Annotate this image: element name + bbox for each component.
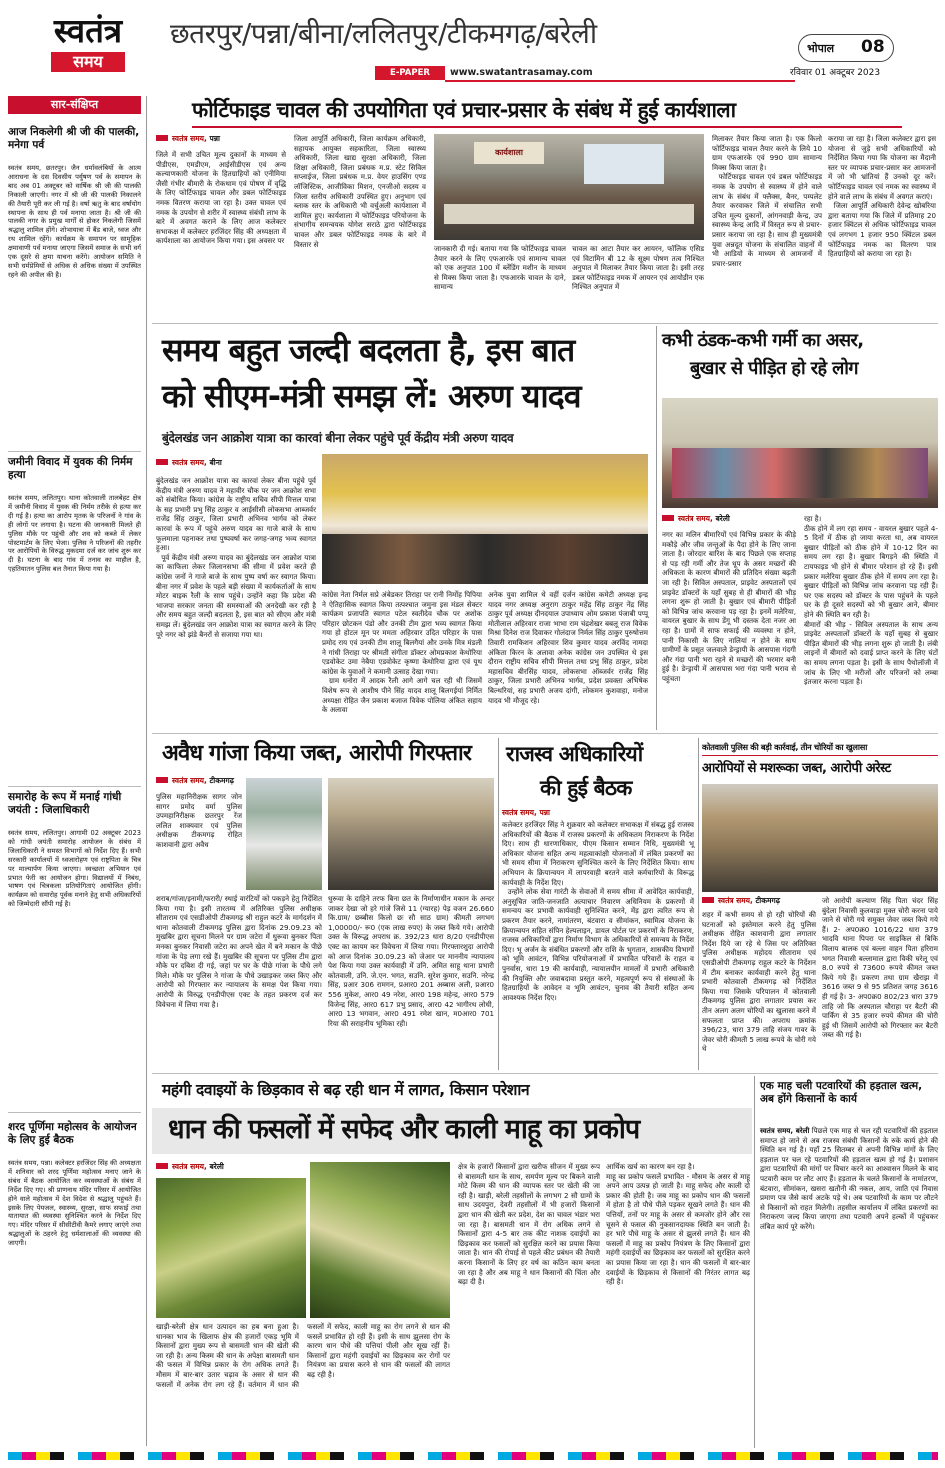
divider — [8, 451, 141, 452]
column-text: जिले में सभी उचित मूल्य दुकानों के माध्यम से पीडीएस, एमडीएम, आईसीडीएस एवं अन्य कल्याणकारी योजना के हितग्राहियों को एनीमिया जैसी गंभीर बीमारी के रोकथाम एवं पोषण में वृद्धि के लिए फोर्टिफाइड चावल और डबल फोर्टिफाइड नमक वितरण कराया जा रहा है। उक्त चावल एवं नमक के उपयोग से शरीर में स्वास्थ्य संबंधी लाभ के बारे में अवगत कराने के लिए आज कलेक्टर सभाकक्ष में कलेक्टर हरजिंदर सिंह की अध्यक्षता में कार्यशाला का आयोजन किया गया। इस अवसर पर — [156, 150, 289, 246]
headline: धान की फसलों में सफेद और काली माहू का प्रकोप — [168, 1114, 640, 1145]
photo-patients — [672, 448, 928, 498]
headline: फोर्टिफाइड चावल की उपयोगिता एवं प्रचार-प्रसार के संबंध में हुई कार्यशाला — [192, 98, 736, 122]
subheadline: बुंदेलखंड जन आक्रोश यात्रा का कारवां बीना लेकर पहुंचे पूर्व केंद्रीय मंत्री अरुण यादव — [162, 431, 514, 445]
column-text: शहर में कभी समय से हो रही चोरियों की घटनाओं को इस्तेमाल करने हेतु पुलिस अधीक्षक रोहित काशवानी द्वारा लगातार निर्देश दिये जा रहे थे जिस पर अतिरिक्त पुलिस अधीक्षक महोदय सीताराम एवं एसडीओपी टीकमगढ़ राहुल कटरे के निर्देशन में टीम बनाकर कार्यवाही करने हेतु थाना प्रभारी कोतवाली टीकमगढ़ को निर्देशित किया गया जिसके परिपालन में कोतवाली टीकमगढ़ पुलिस द्वारा लगातार प्रयास कर तीन अलग अलग चोरियों का खुलासा करने में सफलता प्राप्त की। अपराध क्रमांक 396/23, धारा 379 ताहि संजय गावर के जेवर चोरी कीमती 5 लाख रूपये के चोरी गये थे — [702, 910, 819, 1054]
photo-crowd — [322, 534, 648, 584]
sidebar-title: सार-संक्षिप्त — [8, 96, 141, 114]
hospital-photo[interactable] — [662, 398, 938, 508]
byline-brand: स्वतंत्र समय, — [172, 458, 207, 467]
column-separator — [498, 738, 499, 1070]
headline: अवैध गांजा किया जब्त, आरोपी गिरफ्तार — [162, 741, 472, 766]
sidebar — [8, 96, 144, 1446]
byline-bar-icon — [702, 897, 714, 903]
photo-screen — [584, 144, 664, 184]
article-fortified-rice — [152, 92, 938, 322]
headline-underline — [192, 126, 902, 128]
byline — [156, 458, 316, 470]
divider — [8, 1112, 141, 1113]
arrest-photo[interactable] — [702, 784, 938, 892]
banner-headline: महंगी दवाइयों के छिड़काव से बढ़ रही धान में लागत, किसान परेशान — [162, 1081, 530, 1099]
article-arun-yadav — [152, 326, 652, 730]
column-text: मिलाकर तैयार किया जाता है। एक किलो फोर्टिफाइड चावल तैयार करने के लिये 10 ग्राम एफआरके एवं 990 ग्राम सामान्य मिक्स किया जाता है। फोर्टिफाइड चावल एवं डबल फोर्टिफाइड नमक के उपयोग से स्वास्थ्य में होने वाले लाभ के संबंध में फ्लैक्स, बैनर, पम्पलेट तैयार करवाकर जिले में संचालित सभी उचित मूल्य दुकानों, आंगनवाड़ी केन्द्र, उप स्वास्थ्य केन्द्र आदि में विस्तृत रूप से प्रचार-प्रसार कराया जा रहा है। साथ ही मुख्यमंत्री युवा अन्नदूत योजना के संचालित वाहनों में भी आडियो के माध्यम से आमजनों में प्रचार-प्रसार — [712, 134, 822, 268]
logo-bottom: समय — [51, 52, 125, 72]
byline-place: टीकमगढ़ — [209, 776, 234, 785]
byline — [662, 514, 802, 526]
byline-place: टीकमगढ़ — [755, 896, 780, 905]
sidebar-item — [8, 791, 144, 1126]
column-text: क्षेत्र के हजारों किसानों द्वारा खरीफ सीजन में मुख्य रूप से बासमती धान के साथ, समर्पण मूल्य पर बिकने वाली मोटे किस्म की धान की व्यापक स्तर पर खेती की जा रही है। खाड़ी, बरेली तहसीलों के लगभग 2 सौ ग्रामों के साथ उदयपुरा, देवरी तहसीलों में भी हजारों किसानों द्वारा धान की खेती कर प्रदेश, देश का चावल भंडार भरा जा रहा है। बासमती धान में रोग अधिक लगने से किसानों द्वारा 4-5 बार तक कीट नाशक दवाईयों का छिड़काव कर फसलों को सुरक्षित करने का प्रयास किया जाता है। धान की रोपाई से पहले कीट प्रबंधन की तैयारी करना किसानों के लिए हर वर्ष का कठिन काम बनता जा रहा है और अब माहू ने धान किसानों की चिंता और बढ़ा दी है। — [458, 1162, 603, 1287]
kicker: कोतवाली पुलिस की बड़ी कार्रवाई, तीन चोरियों का खुलासा — [702, 742, 868, 752]
edition-box — [798, 34, 894, 62]
paddy-photo[interactable] — [156, 1178, 306, 1318]
column-text: जिला आपूर्ति अधिकारी, जिला कार्यक्रम अधिकारी, सहायक आयुक्त सहकारिता, जिला स्वास्थ्य अधिकारी, जिला खाद्य सुरक्षा अधिकारी, जिला शिक्षा अधिकारी, जिला प्रबंधक म.प्र. स्टेट सिविल सप्लाईज, जिला प्रबंधक म.प्र. वेयर हाउसिंग एण्ड लॉजिस्टिक, आजीविका मिशन, एनजीओ सदस्य व जिला स्तरीय अधिकारी उपस्थित हुए। अनुभाग एवं ब्लाक स्तर के अधिकारी भी वर्चुअली कार्यशाला में शामिल हुए। कार्यशाला में फोर्टिफाइड परियोजना के संभागीय समन्वयक योगेश सराठे द्वारा फोर्टिफाइड चावल और डबल फोर्टिफाइड नमक के बारे में विस्तार से — [294, 134, 429, 249]
column-text: जो आरोपी कल्याण सिंह पिता चंदर सिंह बुंदेला निवासी कुलवाड़ा मुक्त चोरी करना पाये जाने से चोरी गये समुक्त जेवर जब्त किये गये हैं। 2- अप0क्र0 1016/22 धारा 379 भादवि थाना पिपरा पर साइकिल से बिकि विलाय बालक एवं बल्ला वाहन पिता हरिराम भगत निवासी बल्लामाल द्वारा विकी घरेलू एवं 8.0 रुपये से 73600 रूपये कीमत जब्त किये गये हैं। प्रकरण तथा ग्राम खैराझ में 3616 जब्त 9 से 95 प्रतिशत जगह 3616 ही गई है। 3- अप0क्र0 802/23 धारा 379 ताहि जो कि अस्पताल चौराहा पर बैटरी की पार्किंग से 35 हजार रुपये कीमत की चोरी हुई थी जिसमें आरोपी को गिरफ्तार कर बैटरी जब्त की गई है। — [822, 896, 941, 1040]
logo[interactable] — [20, 12, 156, 82]
photo-banner: कार्यशाला — [474, 142, 544, 164]
byline-place: बरेली — [795, 1126, 810, 1135]
issue-date: रविवार 01 अक्टूबर 2023 — [790, 68, 881, 78]
byline-place: बीना — [209, 458, 222, 467]
byline-brand: स्वतंत्र समय, — [172, 134, 207, 143]
column-text: रहा है। ठीक होने में लग रहा समय - वायरल बुखार पहले 4-5 दिनों में ठीक हो जाया करता था, अब वायरल बुखार पीड़ितों को ठीक होने में 10-12 दिन का समय लग रहा है। बुखार बिगड़ने की स्थिति में टायफाइड भी होने से बीमार परेशान हो रहे हैं। इसी प्रकार मलेरिया बुखार ठीक होने में समय लग रहा है। बुखार पीड़ितों को विभिन्न जांच करवाना पड़ रही हैं। घर एक सदस्य को डॉक्टर के पास पहुंचने के पहले घर के ही दूसरे सदस्यों को भी बुखार आने, बीमार होने की स्थिति बन रही है। बीमारों की भीड़ - सिविल अस्पताल के साथ अन्य प्राइवेट अस्पतालों डॉक्टरों के यहाँ सुबह से बुखार पीड़ित बीमारों की भीड़ लगना शुरू हो जाती है। लंबी लाइनों में बीमारों को दवाई प्राप्त करने के लिए घंटों का समय लगना पड़ता है। इसी के साथ पैथोलॉजी में जांच के लिए भी मरीजों और परिजनों को लम्बा इंतजार करना पड़ता है। — [804, 514, 938, 687]
sidebar-item — [8, 1121, 144, 1446]
byline-place: पन्ना — [209, 134, 220, 143]
byline-bar-icon — [662, 515, 674, 521]
sidebar-item-headline: शरद पूर्णिमा महोत्सव के आयोजन के लिए हुई बैठक — [8, 1121, 137, 1146]
byline — [760, 1126, 809, 1135]
divider — [8, 786, 141, 787]
column-text: आर्थिक खर्च का कारण बन रहा है। माहू का प्रकोप फसलें प्रभावित - मौसम के असर से माहू अपने आप उत्पन्न हो जाती है। माहू सफेद और काली दो प्रकार की होती है। जब माहू का प्रकोप धान की फसलों में होता है तो पौधे पीले पड़कर सूखने लगते हैं। धान की पत्तियों, तनों पर माहू के असर से कमजोर होने और रस चूसने से फसल की नुकसानदायक स्थिति बन जाती है। हर भारे पौधे माहू के असर से झुलसे लगते हैं। धान की फसलों में माहू का प्रकोप नियंत्रण के लिए किसानों द्वारा महंगी दवाईयों का छिड़काव कर फसलों को सुरक्षित करने का प्रयास किया जा रहा है। धान की फसलों में बार-बार दवाईयों के छिड़काव से किसानों की निरंतर लागत बढ़ रही है। — [606, 1162, 750, 1287]
article-theft-arrest — [700, 738, 940, 1070]
sidebar-item — [8, 456, 144, 801]
byline — [502, 808, 696, 820]
byline — [702, 896, 816, 908]
article-fever — [660, 326, 940, 730]
byline-bar-icon — [156, 459, 168, 465]
seizure-photo[interactable] — [246, 778, 322, 890]
column-text — [760, 1126, 941, 1446]
byline-bar-icon — [156, 1163, 168, 1169]
column-separator — [698, 738, 699, 1070]
column-text: बुंदेलखंड जन आक्रोश यात्रा का कारवां लेकर बीना पहुंचे पूर्व केंद्रीय मंत्री अरुण यादव ने महावीर चौक पर जन आक्रोश सभा को संबोधित किया। कांग्रेस के राष्ट्रीय सचिव सीपी मित्तल यात्रा के सह प्रभारी प्रभु सिंह ठाकुर व आईसीसी लोकसभा आब्जर्वर राजेंद्र सिंह ठाकुर, जिला प्रभारी अभिनव भार्गव को लेकर कारवां के रूप में पहुंचे अरुण यादव का गाजे बाजे के साथ फूलमाला पहनाकर तथा पुष्पवर्षा कर जगह-जगह भव्य स्वागत हुआ। पूर्व केंद्रीय मंत्री अरुण यादव का बुंदेलखंड जन आक्रोश यात्रा का काफिला लेकर जिलानसभा की सीमा में प्रवेश करते ही कांग्रेस जनों ने गाजे बाजे के साथ पुष्प वर्षा कर स्वागत किया। बीना नगर में प्रवेश के पहले बड़ी संख्या में कार्यकर्ताओं के साथ मोटर बाइक रैली के साथ पहुंचे। उन्होंने कहा कि प्रदेश की भाजपा सरकार जनता की समस्याओं की अनदेखी कर रही है और समय बहुत जल्दी बदलता है, इस बात को सीएम और मंत्री समझ लें। बुंदेलखंड जन आक्रोश यात्रा का स्वागत करने के लिए पूरे नगर को झंडे बैनरों से सजाया गया था। — [156, 476, 317, 639]
headline-line-1: समय बहुत जल्दी बदलता है, इस बात — [162, 331, 575, 369]
article-body: पिछले एक माह से चल रही पटवारियों की हड़ताल समाप्त हो जाने से अब राजस्व संबंधी किसानों के रुके कार्य होने की स्थिति बन गई है। यहाँ 25 सितम्बर से अपनी विभिन्न मांगों के लिए हड़ताल पर चल रहे पटवारियों की हड़ताल खत्म हो गई है। प्रशासन द्वारा पटवारियों की मांगों पर विचार करने का आश्वासन मिलने के बाद पटवारी काम पर लौट आए हैं। हड़ताल के चलते किसानों के नामांतरण, बंटवारा, सीमांकन, खसरा खतौनी की नकल, आय, जाति एवं निवास प्रमाण पत्र जैसे कार्य अटके पड़े थे। अब पटवारियों के काम पर लौटने से किसानों को राहत मिलेगी। तहसील कार्यालय में लंबित प्रकरणों का निराकरण जल्द किया जाएगा तथा पटवारी अपने हल्कों में पहुंचकर लंबित कार्य पूरे करेंगे। — [760, 1126, 941, 1231]
workshop-photo[interactable] — [434, 134, 704, 240]
column-text: कांग्रेस नेता निर्मल सप्रे अंबेडकर तिराहा पर रानी निर्मोह पिपिया ने ऐतिहासिक स्वागत किया तत्पश्चात जमुना इस मंडल सेक्टर कार्यक्रम प्रजापति स्वागत पटेल स्वतीदेव चौक पर अशोक परिहार छोटकन पंडो और उनकी टीम द्वारा भव्य स्वागत किया गया हो होटल मून पर ममता अहिरवार उदित परिहार के पास प्रमोद राय एवं उनकी टीम शालू बिलगैयां और उनके मित्र मंडली ने गांधी तिराहा पर श्रीमती संगीता डॉक्टर ओमप्रकाश केथोरिया एडवोकेट उमा नेबैया एडवोकेट कृष्णा केथोरिया द्वारा एवं यूथ कांग्रेस के युवाओं ने कमानी उत्साह देखा गया। ग्राम धनोरा में आदक रैली आगे आगे चल रही थी जिसमें विशेष रूप से आशीष पीने सिंह यादव शालू बिलगईयां निर्मित अध्यक्षा रोहित जैन प्रकाश बजाज विवेक पोलिया अंकित सहाय के अलावा — [322, 590, 482, 715]
headline-panel — [152, 1108, 752, 1154]
column-text: चावल का आटा तैयार कर आयरन, फॉलिक एसिड एवं विटामिन बी 12 के सूक्ष्म पोषण तत्व निश्चित अनुपात में मिलाकर तैयार किया जाता है। इसी तरह डबल फोर्टिफाइड नमक में आयरन एवं आयोडीन एक निश्चित अनुपात में — [572, 244, 707, 292]
masthead-underline — [445, 80, 795, 82]
column-text: नगर का मलिन बीमारियों एवं विभिन्न प्रकार के कीड़े मकौड़े और जीव जन्तुओं के पैदा होने के लिए जाना जाता है। जोरदार बारिश के बाद पिछले एक सप्ताह से पड़ रही गर्मी और तेज धूप के असर मच्छरों की अधिकता के कारण बीमारों की प्रतिदिन संख्या बढ़ती जा रही है। सिविल अस्पताल, प्राइवेट अस्पतालों एवं प्राइवेट डॉक्टरों के यहाँ सुबह से ही बीमारों की भीड़ लगना शुरू हो जाती है। बुखार एवं बीमारी पीड़ितों को विभिन्न जांच करवाना पड़ रहा है। इनमें मलेरिया, वायरल बुखार के साथ डेंगू भी दस्तक देता नजर आ रहा है। ग्रामों में साफ सफाई की व्यवस्था न होने, पानी निकासी के लिए नालियां न होने के साथ ग्रामीणों के प्रसूत जलवाले डेन्ड्रायी के आसपास गंदगी और गंदा पानी भरा रहने से मच्छरों की भरमार बनी हुई है। डेन्ड्रायी में आसपास भरा गंदा पानी भराव से पहुंचता — [662, 530, 799, 683]
column-text: जानकारी दी गई। बताया गया कि फोर्टिफाइड चावल तैयार करने के लिए एफआरके एवं सामान्य चावल को एक अनुपात 100 में ब्लेंडिंग मशीन के माध्यम से मिक्स किया जाता है। एफआरके चावल के दाने, सामान्य — [434, 244, 569, 292]
byline-brand: स्वतंत्र समय, — [172, 1162, 207, 1171]
byline — [156, 1162, 306, 1174]
sidebar-item-body: स्वतंत्र समय, ललितपुर। आगामी 02 अक्टूबर 2023 को गांधी जयंती समारोह आयोजन के संबंध में जिलाधिकारी ने समस्त विभागों को निर्देश दिए हैं। सभी सरकारी कार्यालयों में ध्वजारोहण एवं राष्ट्रपिता के चित्र पर माल्यार्पण किया जाएगा। स्वच्छता अभियान एवं प्रभात फेरी का आयोजन होगा। विद्यालयों में निबंध, भाषण एवं चित्रकला प्रतियोगिताएं आयोजित होंगी। कार्यक्रम को समारोह पूर्वक मनाने हेतु सभी अधिकारियों को जिम्मेदारी सौंपी गई है। — [8, 829, 144, 909]
site-url[interactable]: www.swatantrasamay.com — [450, 67, 593, 78]
headline-line-2: की हुई बैठक — [540, 776, 632, 800]
masthead-cities: छतरपुर/पन्ना/बीना/ललितपुर/टीकमगढ़/बरेली — [170, 17, 597, 50]
headline: एक माह चली पटवारियों की हड़ताल खत्म, अब होंगे किसानों के कार्य — [760, 1080, 923, 1105]
headline: आरोपियों से मशरूका जब्त, आरोपी अरेस्ट — [702, 761, 891, 776]
byline-brand: स्वतंत्र समय, — [678, 514, 713, 523]
photo-table — [444, 204, 694, 224]
divider — [152, 733, 938, 734]
headline-line-1: कभी ठंडक-कभी गर्मी का असर, — [662, 330, 864, 351]
rally-photo[interactable] — [322, 454, 648, 584]
kicker-underline — [702, 755, 938, 756]
byline-place: पन्ना — [539, 808, 550, 817]
byline-brand: स्वतंत्र समय, — [172, 776, 207, 785]
column-text: पुलिस महानिरीक्षक सागर जोन सागर प्रमोद वर्मा पुलिस उपमहानिरीक्षक छतरपुर रेंज ललित शाक्यवार एवं पुलिस अधीक्षक टीकमगढ़ रोहित काशवानी द्वारा अवैध — [156, 792, 245, 849]
column-text: धुरूवा के दाहिने तरफ बिना छत के निर्माणाधीन मकान के अन्दर जाकर देखा जो हरे गांजे जिसे 11 (ग्यारह) पेड़ वजन 26.660 कि.ग्राम/ छब्बीस किलो छः सौ साठ ग्राम) कीमती लगभग 1,00000/- रू0 (एक लाख रुपए) के जब्त किये गये। आरोपी उक्त के विरूद्ध अपराध क्र. 392/23 धारा 8/20 एनडीपीएस एक्ट का कायम कर विवेचना में लिया गया। गिरफ्तारशुदा आरोपी को आज दिनांक 30.09.23 को जेआर पर माननीय न्यायालय पेश किया गया उक्त कार्यवाही में उनि. अमित साहू थाना प्रभारी कोतवाली, उनि. जे.एन. भगत, सउनि. सुरेश कुमार, सउनि. नरेन्द्र सिंह, प्रआर 306 रामगन, प्रआर0 201 अब्बास अली, प्रआर0 556 मुकेश, आर0 49 नरेश, आर0 198 महेन्द्र, आर0 579 विजेन्द्र सिंह, आर0 617 प्रभु प्रसाद, आर0 42 भागीरथ लोधी, आर0 13 भगवान, आर0 491 रमेश खान, म0आर0 701 रिया की सराहनीय भूमिका रही। — [328, 894, 497, 1028]
sidebar-item-body: स्वतंत्र समय, ललितपुर। थाना कोतवाली तालबेहट क्षेत्र में जमीनी विवाद में युवक की निर्मम तरीके से हत्या कर दी गई है। हत्या का आरोप मृतक के परिजनों ने गांव के ही लोगों पर लगाया है। घटना की जानकारी मिलते ही पुलिस मौके पर पहुंची और शव को कब्जे में लेकर पोस्टमार्टम के लिए भेजा। पुलिस ने परिजनों की तहरीर पर आरोपियों के विरुद्ध मुकदमा दर्ज कर जांच शुरू कर दी है। घटना के बाद गांव में तनाव का माहौल है, एहतियातन पुलिस बल तैनात किया गया है। — [8, 494, 144, 574]
sidebar-item-body: स्वतंत्र समय, छतरपुर। जैन धर्मावलंबियों के आत्म आराधना के दस दिवसीय पर्युषण पर्व के समापन के बाद अब 01 अक्टूबर को वार्षिक श्री जी की पालकी निकाली जाएगी। नगर में श्री जी की पालकी निकालने की तैयारी पूरी कर ली गई है। वर्षा ऋतु के बाद वर्षायोग स्थापना के साथ ही पर्व मनाया जाता है। श्री जी की पालकी नगर के प्रमुख मार्गों से होकर निकलेगी जिसमें श्रद्धालु शामिल होंगे। शोभायात्रा में बैंड बाजे, ध्वज और रथ शामिल रहेंगे। कार्यक्रम के समापन पर सामूहिक क्षमावाणी पर्व मनाया जाएगा जिसमें समाज के सभी वर्ग एक दूसरे से क्षमा याचना करेंगे। आयोजन समिति ने सभी धर्मप्रेमियों से अधिक से अधिक संख्या में उपस्थित रहने की अपील की है। — [8, 164, 144, 279]
epaper-badge[interactable]: E-PAPER — [375, 66, 445, 80]
article-patwari-strike — [758, 1076, 940, 1448]
column-text: अनेक युवा शामिल थे वहीं दर्जन कांग्रेस कमेटी अध्यक्ष इन्द्र यादव नगर अध्यक्ष अनुराग ठाकुर महेंद्र सिंह ठाकुर नेंद्र सिंह ठाकुर पूर्व अध्यक्ष दीनदयाल उपाध्याय ओम प्रकाश पंजाबी पप्पू मोतीलाल अहिरवार राजा भाभा राम चंद्रशेखर बबलू राज विवेक मिश्रा दिनेश राज दिवाकर गोलंदाज निर्मल सिंह ठाकुर पुरुषोत्तम तिवारी रामकिशन अहिरवार शिव कुमार यादव अरविंद नामदा अंकिता किरन के अलावा अनेक कांग्रेस जन उपस्थित थे इस दौरान राष्ट्रीय सचिव सीपी मित्तल तथा प्रभु सिंह ठाकुर, प्रदेश महासचिव बीरसिंह यादव, लोकसभा ऑब्जर्वर राजेंद्र सिंह ठाकुर, जिला प्रभारी अभिनव भार्गव, प्रदेश प्रवक्ता अभिषेक बिल्थरियां, सह प्रभारी अजय दांगी, लोकमन कुशवाहा, मनोज यादव भी मौजूद रहे। — [488, 590, 651, 705]
column-text: खाड़ी-बरेली क्षेत्र धान उत्पादन का हब बना हुआ है। धानका भाव के खिलाफ क्षेत्र की हजारों एकड़ भूमि में किसानों द्वारा मुख्य रूप से बासमती धान की खेती की जा रही है। अन्य किस्म की धान के अपेक्षा बासमती धान की फसल में विभिन्न प्रकार के रोग अधिक लगते हैं। मौसम में बार-बार उतार चढ़ाव के असर से धान की फसलों में अनेक रोग लग रहे हैं। वर्तमान में धान की फसलों में सफेद, काली माहू का रोग लगने से धान की फसलें प्रभावित हो रही हैं। इसी के साथ झुलसा रोग के कारण धान पौधे की पत्तियां पीली और सूख रहीं हैं। किसानों द्वारा महंगी दवाईयों का छिड़काव कर रोगों पर नियंत्रण का प्रयास करने से धान की फसलों की लागत बढ़ रही है। — [156, 1322, 453, 1389]
masthead — [0, 0, 945, 86]
article-ganja — [152, 738, 496, 1070]
page-number: 08 — [861, 37, 885, 57]
headline-line-1: राजस्व अधिकारियों — [506, 742, 643, 766]
police-photo[interactable] — [328, 778, 494, 890]
byline-brand: स्वतंत्र समय, — [502, 808, 537, 817]
sidebar-separator — [146, 96, 147, 1446]
byline-brand: स्वतंत्र समय, — [760, 1126, 794, 1135]
divider — [152, 1073, 938, 1074]
divider — [152, 323, 938, 324]
headline-line-2: बुखार से पीड़ित हो रहे लोग — [690, 358, 858, 379]
sidebar-item-body: स्वतंत्र समय, पन्ना। कलेक्टर हरजिंदर सिंह की अध्यक्षता में शनिवार को शरद पूर्णिमा महोत्सव मनाए जाने के संबंध में बैठक आयोजित कर व्यवस्थाओं के संबंध में निर्देश दिए गए। श्री प्राणनाथ मंदिर परिसर में आयोजित होने वाले महोत्सव में देश विदेश से श्रद्धालु पहुंचते हैं। इसके लिए पेयजल, स्वास्थ्य, सुरक्षा, साफ सफाई तथा यातायात की व्यवस्था सुनिश्चित करने के निर्देश दिए गए। मंदिर परिसर में सीसीटीवी कैमरे लगाए जाएंगे तथा श्रद्धालुओं के ठहरने हेतु धर्मशालाओं की व्यवस्था की जाएगी। — [8, 1159, 144, 1248]
column-separator — [656, 326, 657, 730]
logo-top: स्वतंत्र — [53, 11, 123, 50]
paddy-closeup-photo[interactable] — [310, 1162, 450, 1318]
headline-line-2: को सीएम-मंत्री समझ लें: अरुण यादव — [162, 377, 581, 415]
byline-bar-icon — [156, 135, 168, 141]
sidebar-item — [8, 126, 144, 466]
column-text: कराया जा रहा है। जिला कलेक्टर द्वारा इस योजना से जुड़े सभी अधिकारियों को निर्देशित किया गया कि योजना का मैदानी स्तर पर व्यापक प्रचार-प्रसार कर आमजनों में जो भी भ्रांतियां हैं उनको दूर करें। फोर्टिफाइड चावल एवं नमक का स्वास्थ्य में होने वाले लाभ के संबंध में अवगत कराएं। जिला आपूर्ति अधिकारी देवेन्द्र खोबरिया द्वारा बताया गया कि जिले में प्रतिमाह 20 हजार क्विंटल से अधिक फोर्टिफाइड चावल एवं लगभग 1 हजार 950 क्विंटल डबल फोर्टिफाइड नमक का वितरण पात्र हितग्राहियों को कराया जा रहा है। — [828, 134, 936, 259]
article-paddy-aphid — [152, 1076, 752, 1448]
byline — [156, 134, 286, 146]
color-registration-bar — [8, 1452, 938, 1460]
byline-place: बरेली — [715, 514, 730, 523]
sidebar-item-headline: समारोह के रूप में मनाई गांधी जयंती : जिलाधिकारी — [8, 791, 122, 816]
column-separator — [754, 1076, 755, 1448]
column-text: कलेक्टर हरजिंदर सिंह ने शुक्रवार को कलेक्टर सभाकक्ष में संबद्ध हुई राजस्व अधिकारियों की बैठक में राजस्व प्रकरणों के अधिकतम निराकरण के निर्देश दिए। साथ ही धारणाधिकार, पीएम किसान सम्मान निधि, मुख्यमंत्री भू अधिकार योजना सहित अन्य महत्वाकांक्षी योजनाओं में लंबित प्रकरणों का भी समय सीमा में निराकरण सुनिश्चित करने के लिए निर्देशित किया। साथ अभियान के क्रियान्वयन में लापरवाही बरतने वाले कर्मचारियों के विरूद्ध कार्यवाही के निर्देश दिए। उन्होंने लोक सेवा गारंटी के सेवाओं में समय सीमा में आवेदित कार्यवाही, अनुसूचित जाति-जनजाति अत्याचार निवारण अधिनियम के प्रकरणों में समन्वय कर प्रभावी कार्यवाही सुनिश्चित करने, मेंड़ द्वारा त्वरित रूप से प्रकरण तैयार करने, नामांतरण, बंटवारा व सीमांकन, स्वामित्व योजना के क्रियान्वयन सहित संपिन हेल्पलाइन, डायल पोर्टल पर प्रकरणों के निराकरण, राजस्व अधिकारियों द्वारा निर्माण विभाग के अधिकारियों से समन्वय के निर्देश दिए। भू अर्जन के संबंधित प्रकरणों और राशि के भुगतान, शासकीय विभागों को भूमि आवंटन, विभिन्न परियोजनाओं में प्रभावित परिवारों के राहत व पुनर्वास, धारा 19 की कार्यवाही, न्यायालयीन मामलों में प्रभारी अधिकारी की नियुक्ति और जवाबदावा प्रस्तुत करने, महत्वपूर्ण रूप से संस्थाओं के हितग्राहियों के आवेदन व भूमि आवंटन, चुनाव की तैयारी सहित अन्य आवश्यक निर्देश दिए। — [502, 820, 694, 1002]
sidebar-item-headline: जमीनी विवाद में युवक की निर्मम हत्या — [8, 456, 133, 481]
byline-place: बरेली — [209, 1162, 224, 1171]
byline-bar-icon — [156, 777, 168, 783]
edition-city: भोपाल — [807, 42, 835, 55]
article-revenue-meeting — [500, 738, 696, 1070]
column-text: शराब/गांजा/इनामी/फरारी/ स्थाई वारंटियों को पकड़ने हेतु निर्देशित किया गया है। इसी तारतम्य में अतिरिक्त पुलिस अधीक्षक सीताराम एवं एसडीओपी टीकमगढ़ श्री राहुल कटरे के मार्गदर्शन में थाना कोतवाली टीकमगढ़ पुलिस द्वारा दिनांक 29.09.23 को मुखबिर द्वारा सूचना मिलने पर ग्राम जटेरा में धुरूवा बुनकर पिता मनका बुनकर निवासी जटेरा का अपने खेत में बने मकान के पीछे गांजा के पेड़ लगा रखे हैं। मुखबिर की सूचना पर पुलिस टीम द्वारा मौके पर दबिश दी गई, जहां पर घर के पीछे गांजा के पौधे लगे मिले। मौके पर पुलिस ने गांजा के पौधे उखाड़कर जब्त किए और आरोपी को गिरफ्तार कर न्यायालय के समक्ष पेश किया गया। आरोपी के विरुद्ध एनडीपीएस एक्ट के तहत प्रकरण दर्ज कर विवेचना में लिया गया है। — [156, 894, 325, 1009]
sidebar-item-headline: आज निकलेगी श्री जी की पालकी, मनेगा पर्व — [8, 126, 140, 151]
byline-brand: स्वतंत्र समय, — [718, 896, 753, 905]
